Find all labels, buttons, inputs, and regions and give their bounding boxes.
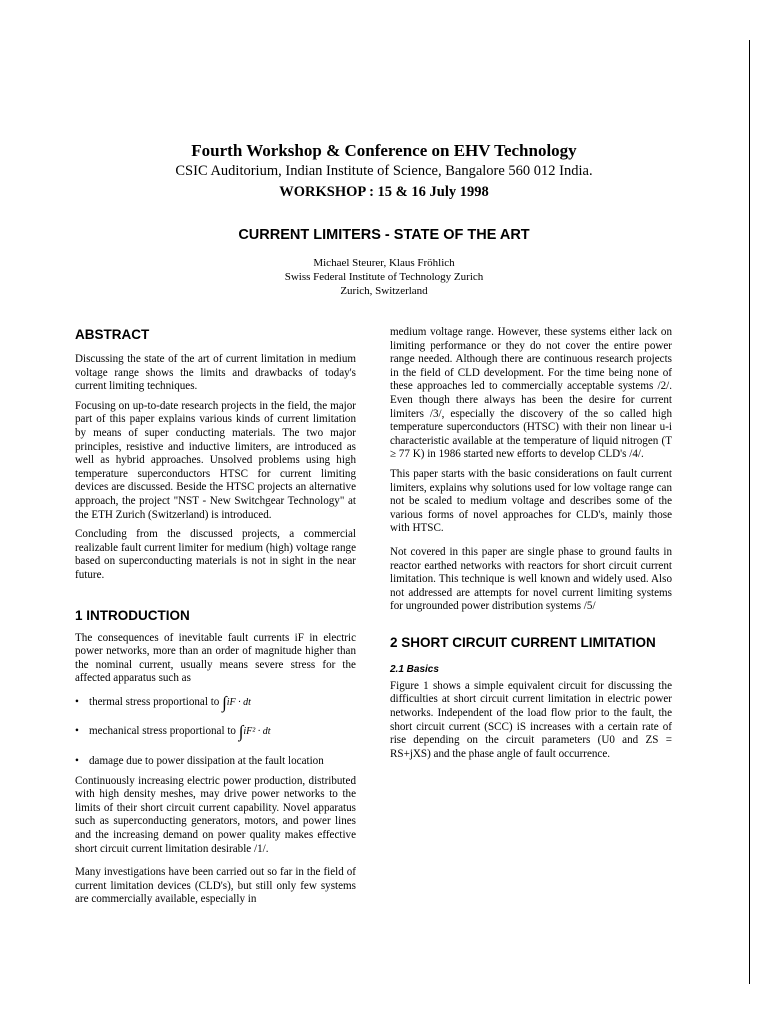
basics-paragraph: Figure 1 shows a simple equivalent circuit for discussing the difficulties at short circuit current limitation in electric power networks. Independent of the load flow prior to the fault, the short circuit current (SCC) iS increases with a certain rate of rise depending on the circuit parameters (U0 and ZS = RS+jXS) and the phase angle of fault occurrence. bbox=[390, 679, 672, 760]
thermal-formula: ∫iF · dt bbox=[222, 692, 251, 712]
intro-paragraph: Continuously increasing electric power production, distributed with high density meshes, may drive power networks to the limits of their short circuit current capability. Novel apparatus such as superconducting generators, motors, and power lines and the increasing demand on power quality makes effective short circuit current limitation desirable /1/. bbox=[75, 774, 356, 855]
left-column bbox=[75, 326, 356, 907]
abstract-paragraph: Focusing on up-to-date research projects in the field, the major part of this paper explains various kinds of current limitation by means of super conducting materials. The two major principles, resistive and inductive limiters, are introduced as well as hybrid approaches. Unsolved problems using high temperature superconductors HTSC for current limiting devices are discussed. Beside the HTSC projects an alternative approach, the project "NST - New Switchgear Technology" at the ETH Zurich (Switzerland) is introduced. bbox=[75, 399, 356, 521]
intro-paragraph: Many investigations have been carried out so far in the field of current limitation devices (CLD's), but still only few systems are commercially available, especially in bbox=[75, 866, 356, 906]
bullet-thermal-stress: • thermal stress proportional to ∫iF · dt bbox=[75, 692, 251, 712]
abstract-heading: ABSTRACT bbox=[75, 327, 150, 342]
mechanical-formula: ∫iF² · dt bbox=[238, 722, 271, 742]
bullet-text: damage due to power dissipation at the fault location bbox=[89, 755, 324, 768]
bullet-text: mechanical stress proportional to bbox=[89, 725, 236, 738]
intro-paragraph-continued: medium voltage range. However, these systems either lack on limiting performance or they do not cover the entire power range needed. Although there are continuous research projects in the field of CLD development. For the time being none of these approaches led to commercially acceptable systems /2/. Even though there always has been the desire for current limiters /3/, especially the discovery of the so called high temperature superconductors (HTSC) with their non linear u-i characteristic available at the temperature of liquid nitrogen (T ≥ 77 K) in 1986 started new efforts to develop CLD's /4/. bbox=[390, 326, 672, 461]
paper-authors: Michael Steurer, Klaus Fröhlich bbox=[313, 257, 455, 269]
column-rule bbox=[749, 40, 750, 984]
introduction-heading: 1 INTRODUCTION bbox=[75, 607, 190, 623]
intro-paragraph: The consequences of inevitable fault currents iF in electric power networks, more than an order of magnitude higher than the nominal current, usually means severe stress for the affected apparatus such as bbox=[75, 631, 356, 685]
workshop-dates: WORKSHOP : 15 & 16 July 1998 bbox=[279, 184, 489, 200]
bullet-fault-damage: • damage due to power dissipation at the fault location bbox=[75, 755, 324, 768]
basics-subheading: 2.1 Basics bbox=[390, 663, 439, 675]
paper-affiliation: Swiss Federal Institute of Technology Zurich bbox=[284, 271, 484, 283]
abstract-paragraph: Discussing the state of the art of current limitation in medium voltage range shows the limits and drawbacks of today's current limiting techniques. bbox=[75, 353, 356, 393]
bullet-mechanical-stress: • mechanical stress proportional to ∫iF² · dt bbox=[75, 722, 271, 742]
intro-paragraph: This paper starts with the basic considerations on fault current limiters, explains why solutions used for low voltage range can not be scaled to medium voltage and describes some of the various forms of novel approaches for CLD's, mainly those with HTSC. bbox=[390, 467, 672, 535]
paper-location: Zurich, Switzerland bbox=[340, 285, 428, 297]
bullet-text: thermal stress proportional to bbox=[89, 695, 220, 708]
right-column bbox=[390, 326, 672, 761]
conference-venue: CSIC Auditorium, Indian Institute of Science, Bangalore 560 012 India. bbox=[175, 163, 593, 179]
abstract-paragraph: Concluding from the discussed projects, a commercial realizable fault current limiter for medium (high) voltage range based on superconducting materials is not in sight in the near future. bbox=[75, 528, 356, 581]
conference-title: Fourth Workshop & Conference on EHV Technology bbox=[191, 141, 577, 160]
paper-title: CURRENT LIMITERS - STATE OF THE ART bbox=[238, 227, 530, 243]
intro-paragraph: Not covered in this paper are single phase to ground faults in reactor earthed networks with reactors for short circuit current limitation. This technique is well known and widely used. Also not addressed are attempts for novel current limiting systems for ungrounded power distribution systems /5/ bbox=[390, 545, 672, 613]
section2-heading: 2 SHORT CIRCUIT CURRENT LIMITATION bbox=[390, 634, 656, 650]
